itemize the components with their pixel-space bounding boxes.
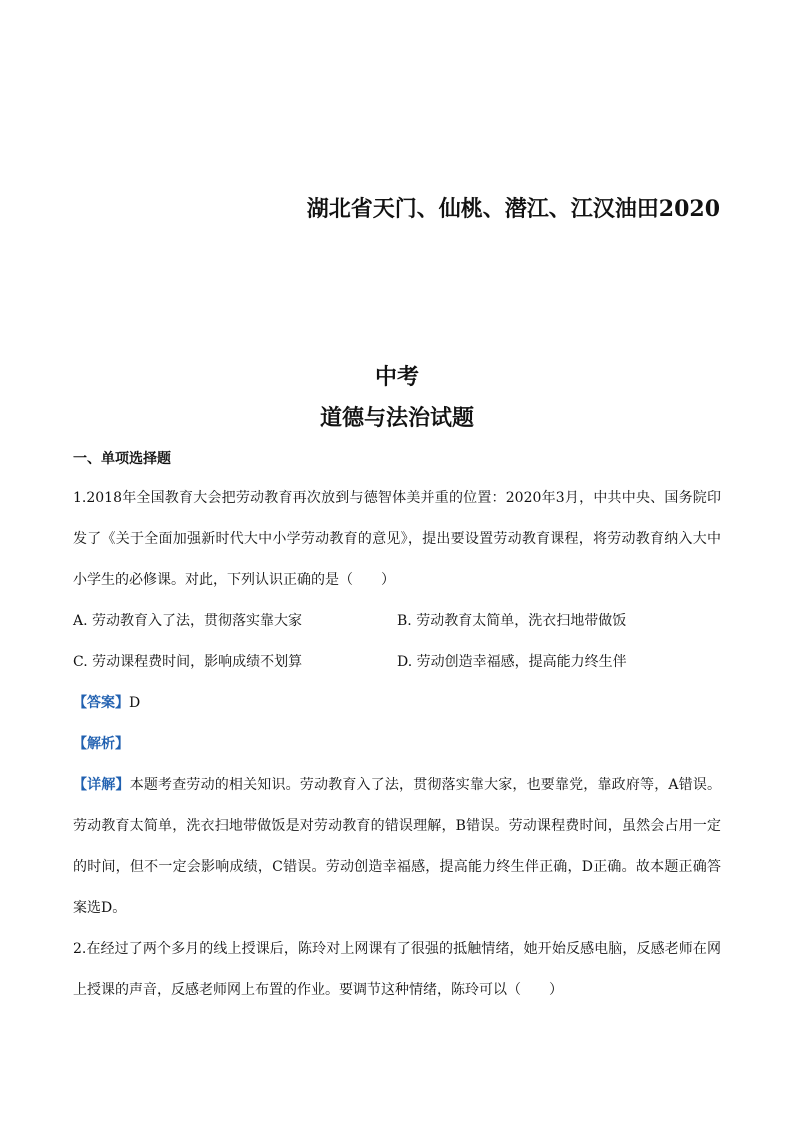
option-c: C. 劳动课程费时间，影响成绩不划算 (73, 654, 303, 670)
analysis-label: 【解析】 (73, 736, 129, 752)
option-d: D. 劳动创造幸福感，提高能力终生伴 (397, 654, 627, 670)
section-heading: 一、单项选择题 (73, 451, 171, 467)
detail-text: 本题考查劳动的相关知识。劳动教育入了法，贯彻落实靠大家，也要靠党，靠政府等，A错误。劳动教育太简单，洗衣扫地带做饭是对劳动教育的错误理解，B错误。劳动课程费时间，虽然会占用一定的时间，但不一定会影响成绩，C错误。劳动创造幸福感，提高能力终生伴正确，D正确。故本题正确答案选D。 (73, 777, 722, 916)
question-1-stem: 1.2018年全国教育大会把劳动教育再次放到与德智体美并重的位置：2020年3月，中共中央、国务院印发了《关于全面加强新时代大中小学劳动教育的意见》，提出要设置劳动教育课程，将劳动教育纳入大中小学生的必修课。对此，下列认识正确的是（ ） (73, 490, 721, 588)
document-title-subject: 道德与法治试题 (319, 405, 474, 431)
analysis-line (73, 724, 721, 765)
option-b: B. 劳动教育太简单，洗衣扫地带做饭 (397, 613, 627, 629)
detail-paragraph (73, 765, 721, 929)
detail-label: 【详解】 (73, 777, 130, 793)
answer-label: 【答案】 (73, 695, 129, 711)
document-title-region-year: 湖北省天门、仙桃、潜江、江汉油田2020 (306, 196, 720, 222)
answer-value: D (129, 695, 141, 711)
question-1-options (73, 601, 721, 683)
question-2-stem: 2.在经过了两个多月的线上授课后，陈玲对上网课有了很强的抵触情绪，她开始反感电脑，反感老师在网上授课的声音，反感老师网上布置的作业。要调节这种情绪，陈玲可以（ ） (73, 941, 721, 998)
document-title-exam: 中考 (374, 364, 419, 390)
document-body (73, 447, 721, 1011)
answer-line (73, 683, 721, 724)
option-a: A. 劳动教育入了法，贯彻落实靠大家 (73, 613, 303, 629)
